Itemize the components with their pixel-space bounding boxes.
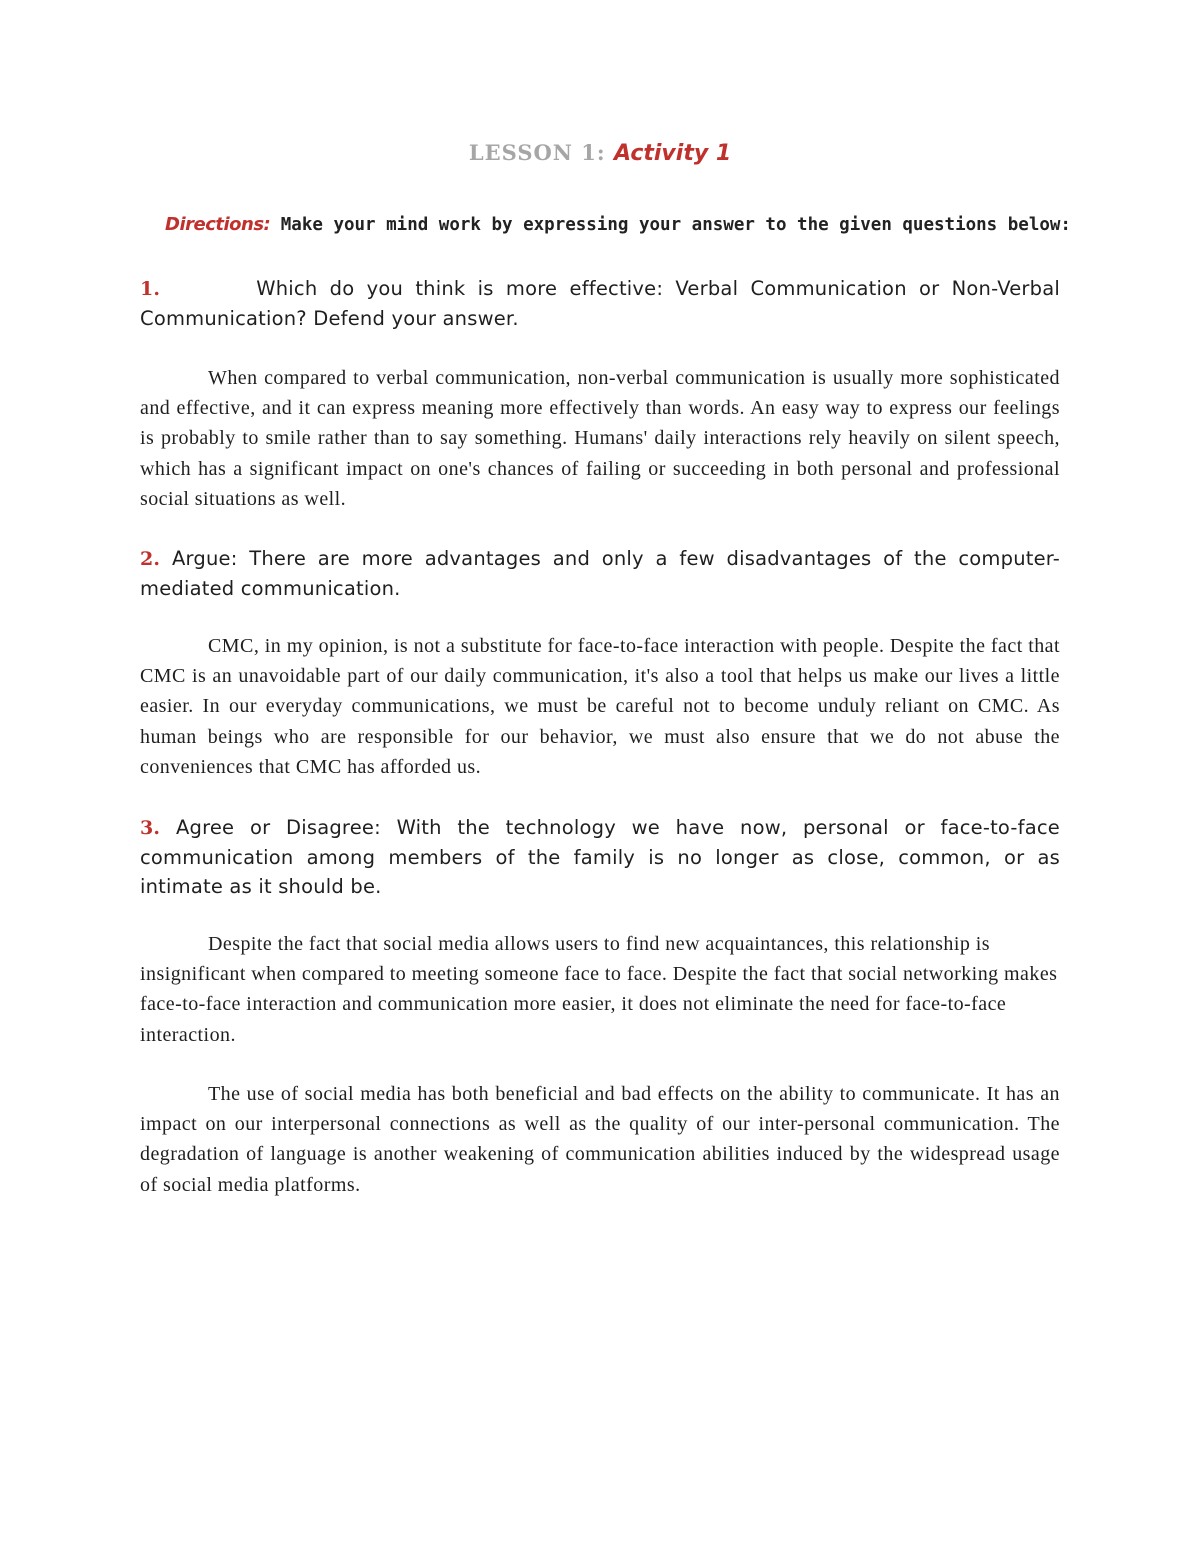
answer-3a (140, 929, 1060, 1050)
question-number: 2. (140, 548, 161, 570)
answer-2 (140, 631, 1060, 782)
answer-paragraph: Despite the fact that social media allows users to find new acquaintances, this relationship is insignificant when compared to meeting someone face to face. Despite the fact that social networking makes face-to-face interaction and communication more easier, it does not eliminate the need for face-to-face interaction. (140, 933, 1058, 1046)
directions-text: Make your mind work by expressing your answer to the given questions below: (270, 215, 1071, 235)
question-1 (140, 274, 1060, 333)
question-3 (140, 813, 1060, 901)
directions (165, 214, 1071, 235)
answer-paragraph: CMC, in my opinion, is not a substitute for face-to-face interaction with people. Despite the fact that CMC is an unavoidable part of our daily communication, it's also a tool that helps us make our lives a little easier. In our everyday communications, we must be careful not to become unduly reliant on CMC. As human beings who are responsible for our behavior, we must also ensure that we do not abuse the conveniences that CMC has afforded us. (140, 635, 1060, 778)
answer-paragraph: The use of social media has both beneficial and bad effects on the ability to communicate. It has an impact on our interpersonal connections as well as the quality of our inter-personal communication. The degradation of language is another weakening of communication abilities induced by the widespread usage of social media platforms. (140, 1083, 1060, 1196)
answer-3b (140, 1079, 1060, 1200)
lesson-title (0, 140, 1200, 166)
activity-label: Activity 1 (613, 141, 732, 166)
question-text: Which do you think is more effective: Verbal Communication or Non-Verbal Communication? Defend your answer. (140, 277, 1060, 330)
answer-1 (140, 363, 1060, 514)
question-number: 3. (140, 817, 161, 839)
question-text: Argue: There are more advantages and only a few disadvantages of the computer-mediated communication. (140, 547, 1060, 600)
directions-label: Directions: (165, 214, 271, 235)
answer-paragraph: When compared to verbal communication, non-verbal communication is usually more sophisticated and effective, and it can express meaning more effectively than words. An easy way to express our feelings is probably to smile rather than to say something. Humans' daily interactions rely heavily on silent speech, which has a significant impact on one's chances of failing or succeeding in both personal and professional social situations as well. (140, 367, 1060, 510)
question-2 (140, 544, 1060, 603)
question-text: Agree or Disagree: With the technology we have now, personal or face-to-face communication among members of the family is no longer as close, common, or as intimate as it should be. (140, 816, 1060, 898)
question-number: 1. (140, 278, 161, 300)
lesson-label: LESSON 1: (468, 140, 606, 165)
